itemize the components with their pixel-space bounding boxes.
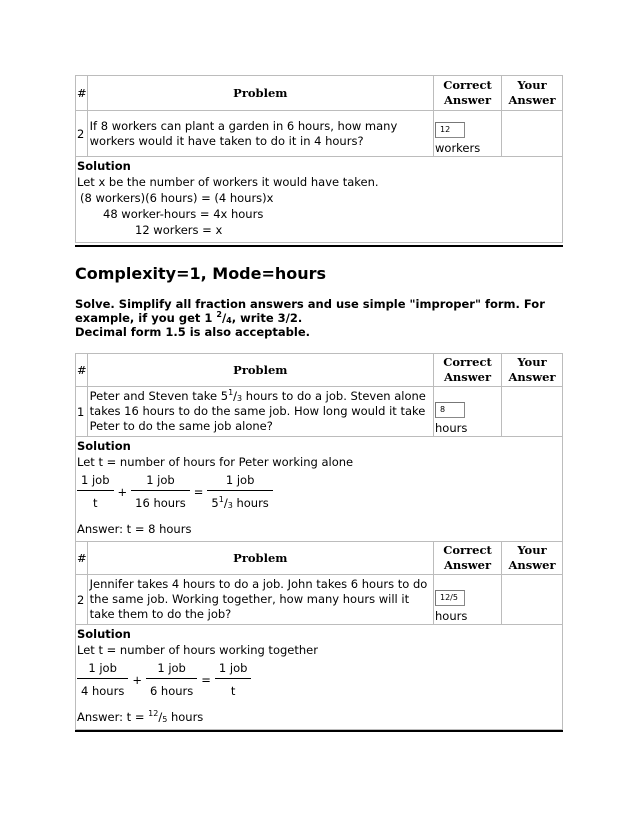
- col-correct-header: Correct Answer: [434, 354, 502, 387]
- answer-unit: hours: [435, 609, 468, 623]
- problem-table-1: [75, 75, 563, 243]
- solution-line: (8 workers)(6 hours) = (4 hours)x: [80, 191, 274, 205]
- col-correct-header: Correct Answer: [434, 76, 502, 111]
- solution-cell: [76, 625, 563, 730]
- fraction: $\frac{\text{1 job}}{\text{4 hours}}$: [77, 661, 128, 698]
- instructions: Solve. Simplify all fraction answers and use simple "improper" form. For example, if you get 1 $^2/_4$, write 3/2. Decimal form 1.5 is also acceptable.: [75, 297, 545, 339]
- section-divider: [75, 245, 563, 247]
- solution-cell: [76, 437, 563, 542]
- col-problem-header: Problem: [87, 76, 433, 111]
- answer-unit: hours: [435, 421, 468, 435]
- col-num-header: #: [76, 354, 88, 387]
- solution-line: Let x be the number of workers it would have taken.: [77, 175, 379, 189]
- correct-answer-cell: [434, 111, 502, 157]
- problem-text: Jennifer takes 4 hours to do a job. John takes 6 hours to do the same job. Working together, how many hours will it take them to do the job?: [87, 575, 433, 625]
- col-your-header: Your Answer: [502, 76, 563, 111]
- problem-number: 1: [76, 387, 88, 437]
- solution-title: Solution: [77, 159, 131, 173]
- col-problem-header: Problem: [87, 542, 433, 575]
- fraction: $\frac{\text{1 job}}{\text{6 hours}}$: [146, 661, 197, 698]
- col-your-header: Your Answer: [502, 354, 563, 387]
- your-answer-cell[interactable]: [502, 111, 563, 157]
- answer-box: 8: [435, 402, 465, 418]
- solution-equation: $\frac{\text{1 job}}{\text{4 hours}}$ + $\frac{\text{1 job}}{\text{6 hours}}$ = $\frac{\text{1 job}}{t}$: [77, 658, 560, 701]
- solution-cell: [76, 157, 563, 243]
- solution-let: Let t = number of hours working together: [77, 643, 318, 657]
- solution-equation: $\frac{\text{1 job}}{t}$ + $\frac{\text{1 job}}{\text{16 hours}}$ = $\frac{\text{1 job}}{5^1/_3 hours}$: [77, 470, 560, 513]
- solution-answer: Answer: t = 8 hours: [77, 522, 192, 536]
- col-your-header: Your Answer: [502, 542, 563, 575]
- answer-box: 12: [435, 122, 465, 138]
- section-heading: Complexity=1, Mode=hours: [75, 264, 327, 283]
- answer-unit: workers: [435, 141, 481, 155]
- problem-text: If 8 workers can plant a garden in 6 hours, how many workers would it have taken to do it in 4 hours?: [87, 111, 433, 157]
- problem-number: 2: [76, 575, 88, 625]
- problem-number: 2: [76, 111, 88, 157]
- bottom-divider: [75, 730, 563, 732]
- fraction: $\frac{\text{1 job}}{\text{16 hours}}$: [131, 473, 190, 510]
- col-correct-header: Correct Answer: [434, 542, 502, 575]
- col-problem-header: Problem: [87, 354, 433, 387]
- col-num-header: #: [76, 76, 88, 111]
- answer-box: 12/5: [435, 590, 465, 606]
- solution-answer: Answer: $t = ^{12}/_5$ hours: [77, 709, 204, 724]
- solution-let: Let t = number of hours for Peter working alone: [77, 455, 354, 469]
- fraction: $\frac{\text{1 job}}{t}$: [77, 473, 114, 510]
- your-answer-cell[interactable]: [502, 387, 563, 437]
- correct-answer-cell: [434, 387, 502, 437]
- fraction: $\frac{\text{1 job}}{5^1/_3 hours}$: [207, 473, 272, 510]
- solution-line: 48 worker-hours = 4x hours: [103, 207, 264, 221]
- problem-text: Peter and Steven take $5^1/_3$ hours to do a job. Steven alone takes 16 hours to do the same job. How long would it take Peter to do the same job alone?: [87, 387, 433, 437]
- col-num-header: #: [76, 542, 88, 575]
- problem-table-2: [75, 353, 563, 730]
- solution-line: 12 workers = x: [135, 223, 223, 237]
- your-answer-cell[interactable]: [502, 575, 563, 625]
- solution-title: Solution: [77, 439, 131, 453]
- correct-answer-cell: [434, 575, 502, 625]
- fraction: $\frac{\text{1 job}}{t}$: [215, 661, 252, 698]
- solution-title: Solution: [77, 627, 131, 641]
